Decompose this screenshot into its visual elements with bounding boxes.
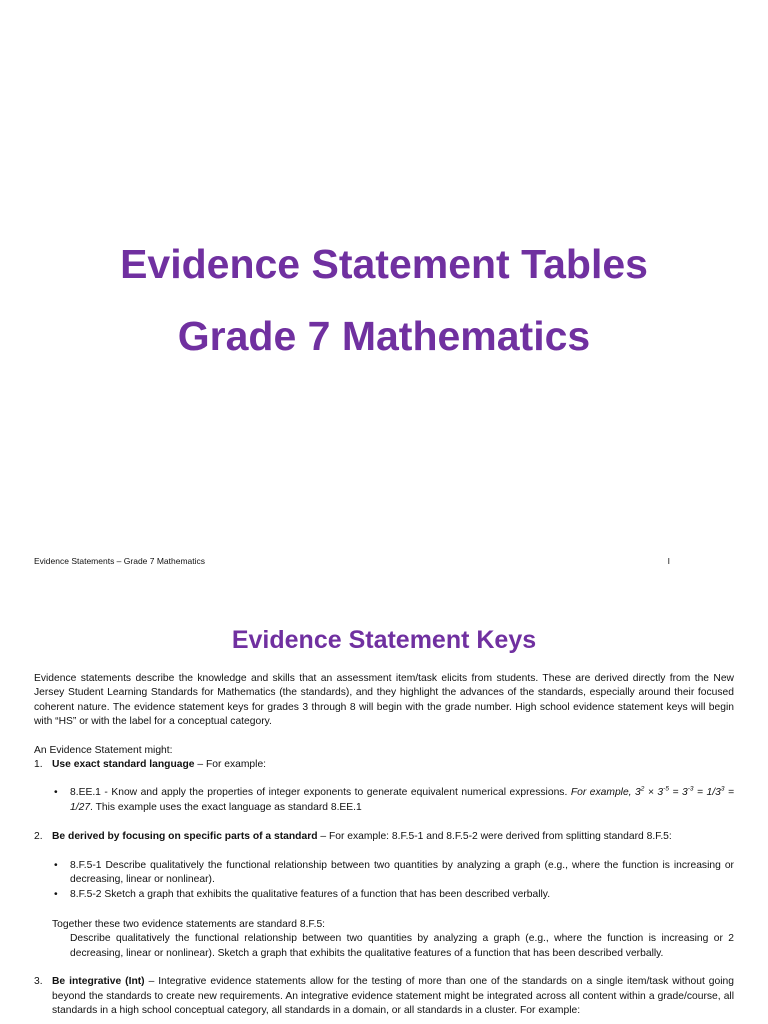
bullet-icon: • <box>54 859 58 871</box>
page-footer <box>34 556 670 566</box>
bullet-tail: . This example uses the exact language as standard 8.EE.1 <box>90 801 362 813</box>
section-body <box>34 672 734 1018</box>
item-number: 1. <box>34 759 43 771</box>
document-title-line-2: Grade 7 Mathematics <box>177 313 591 359</box>
item2-bullets <box>34 859 734 903</box>
list-item: • 8.F.5-2 Sketch a graph that exhibits the qualitative features of a function that has been described verbally. <box>34 888 734 902</box>
list-item <box>34 786 734 815</box>
list-item-1 <box>34 758 734 772</box>
together-line: Together these two evidence statements are standard 8.F.5: <box>52 918 326 930</box>
intro-paragraph: Evidence statements describe the knowledge and skills that an assessment item/task elicits from students. These are derived directly from the New Jersey Student Learning Standards for Mathematics (the standards), and they highlight the advances of the standards, especially around their focused coherent nature. The evidence statement keys for grades 3 through 8 will begin with the grade number. High school evidence statement keys will begin with “HS” or with the label for a conceptual category. <box>34 673 734 728</box>
page-number: I <box>667 556 670 566</box>
bullet-icon: • <box>54 889 58 901</box>
combined-standard: Describe qualitatively the functional relationship between two quantities by analyzing a graph (e.g., where the function is increasing or 2 decreasing, linear or nonlinear). Sketch a graph that exhibits the qualitative features of a function that has been described verbally. <box>70 933 734 959</box>
item-text: – For example: 8.F.5-1 and 8.F.5-2 were derived from splitting standard 8.F.5: <box>317 831 672 843</box>
item-text: – For example: <box>194 759 267 771</box>
list-item-2 <box>34 830 734 844</box>
example-expression: For example, $3^2 \times 3^{-5} = 3^{-3} = 1/3^3 = 1/27$ <box>70 786 734 813</box>
item-bold-label: Use exact standard language <box>52 759 195 771</box>
footer-label: Evidence Statements – Grade 7 Mathematics <box>34 556 206 566</box>
item-number: 2. <box>34 831 43 843</box>
document-title-line-1: Evidence Statement Tables <box>120 241 648 287</box>
bullet-text: 8.EE.1 - Know and apply the properties of integer exponents to generate equivalent numerical expressions. <box>70 787 571 799</box>
item-number: 3. <box>34 976 43 988</box>
list-item-3 <box>34 975 734 1018</box>
list-item: • 8.F.5-1 Describe qualitatively the functional relationship between two quantities by analyzing a graph (e.g., where the function is increasing or decreasing, linear or nonlinear). <box>34 859 734 888</box>
item1-bullets <box>34 786 734 815</box>
might-line: An Evidence Statement might: <box>34 744 173 756</box>
item-bold-label: Be integrative (Int) <box>52 976 145 988</box>
bullet-icon: • <box>54 787 58 799</box>
item-text: – Integrative evidence statements allow for the testing of more than one of the standards on a single item/task without going beyond the standards to create new requirements. An integrative evidence statement might be integrated across all content within a grade/course, all standards in a high school conceptual category, all standards in a domain, or all standards in a cluster. For example: <box>52 976 734 1016</box>
section-heading: Evidence Statement Keys <box>231 626 537 654</box>
item-bold-label: Be derived by focusing on specific parts of a standard <box>52 831 318 843</box>
